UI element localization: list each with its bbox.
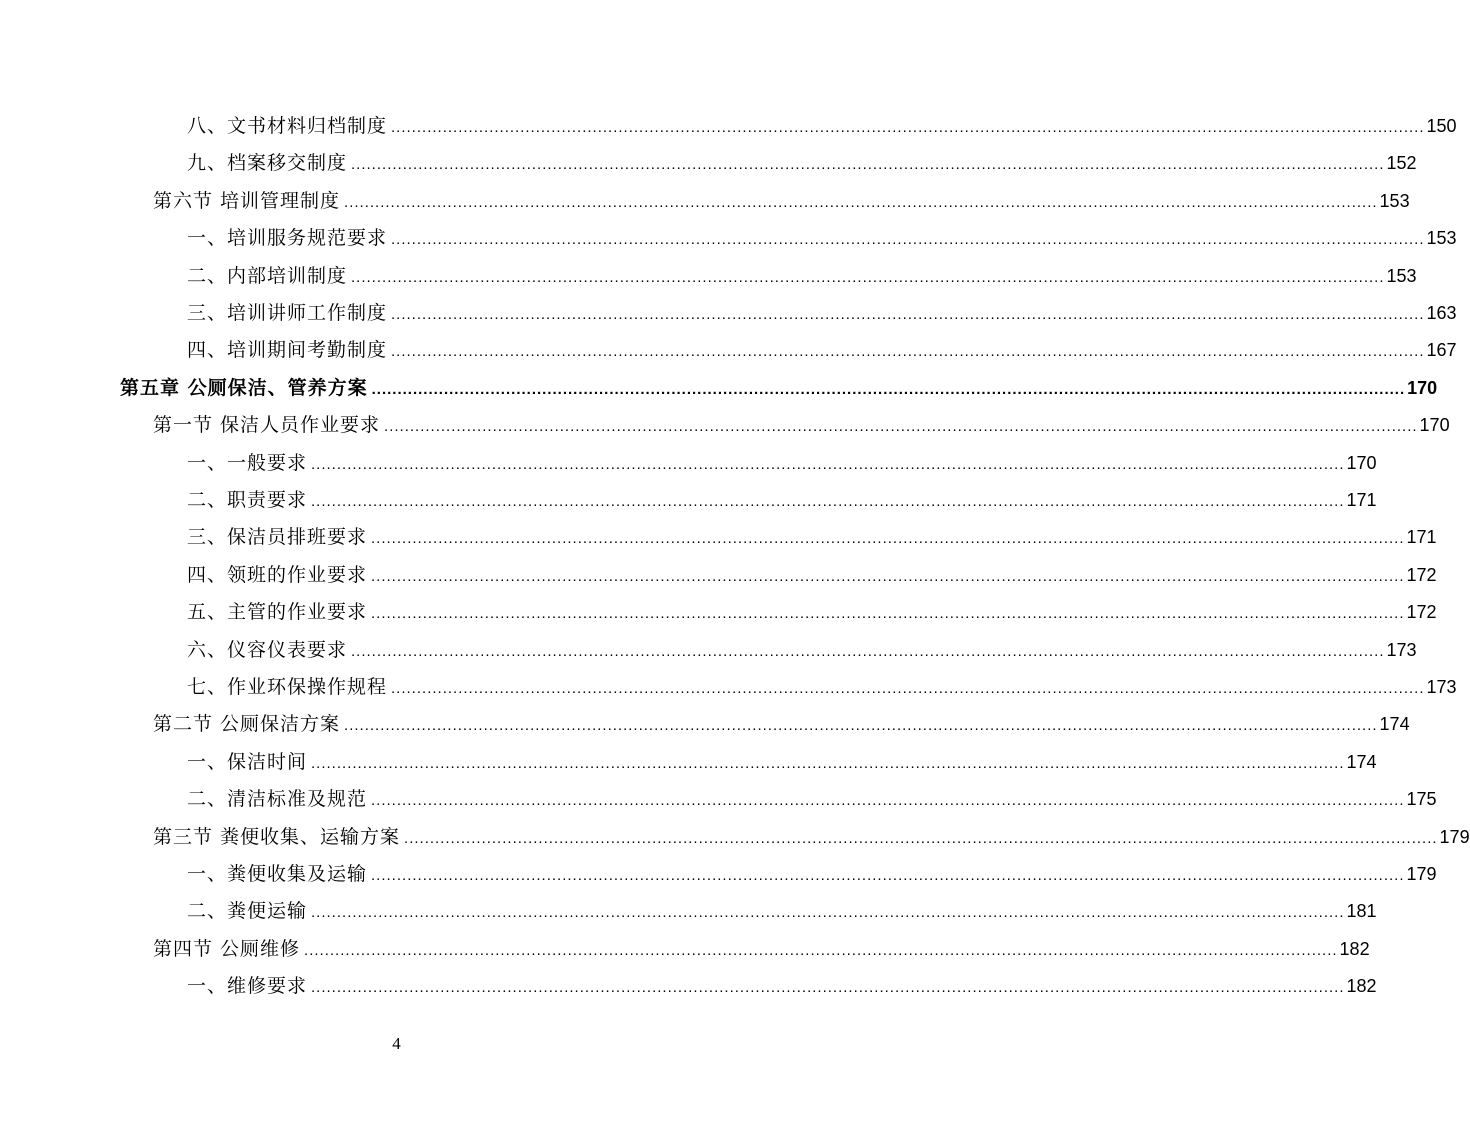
toc-entry-page: 153: [1386, 265, 1417, 286]
toc-entry-page: 182: [1339, 938, 1370, 959]
toc-dot-leader: ........................................................................................................................................................................................................: [371, 605, 1405, 623]
toc-entry-title: 一、粪便收集及运输: [187, 863, 368, 885]
toc-dot-leader: ........................................................................................................................................................................................................: [404, 829, 1438, 847]
toc-entry-title: 三、保洁员排班要求: [187, 526, 368, 549]
toc-entry-page: 150: [1426, 116, 1457, 136]
toc-entry-title: 第三节 粪便收集、运输方案: [153, 825, 401, 848]
page-number: 4: [392, 1034, 401, 1053]
toc-item-entry[interactable]: [187, 885, 1377, 923]
toc-item-entry[interactable]: [187, 960, 1377, 998]
toc-item-entry[interactable]: [187, 324, 1457, 362]
toc-item-entry[interactable]: [187, 474, 1377, 511]
toc-dot-leader: ........................................................................................................................................................................................................: [311, 754, 1345, 772]
toc-dot-leader: ........................................................................................................................................................................................................: [351, 642, 1385, 660]
toc-item-entry[interactable]: [187, 287, 1457, 324]
toc-item-entry[interactable]: [187, 736, 1377, 773]
toc-chapter-entry[interactable]: [120, 362, 1438, 399]
toc-entry-title: 三、培训讲师工作制度: [187, 302, 388, 324]
toc-entry-title: 一、培训服务规范要求: [187, 227, 388, 250]
toc-item-entry[interactable]: [187, 100, 1457, 137]
toc-section-entry[interactable]: [153, 175, 1410, 212]
toc-entry-page: 172: [1406, 564, 1437, 585]
toc-entry-page: 170: [1407, 377, 1438, 398]
toc-dot-leader: ........................................................................................................................................................................................................: [344, 193, 1378, 211]
toc-entry-page: 170: [1346, 452, 1377, 473]
toc-entry-page: 153: [1426, 228, 1457, 249]
toc-entry-title: 四、培训期间考勤制度: [187, 339, 388, 362]
toc-dot-leader: ........................................................................................................................................................................................................: [311, 979, 1345, 997]
toc-entry-title: 二、内部培训制度: [187, 264, 348, 287]
toc-item-entry[interactable]: [187, 586, 1437, 624]
toc-entry-title: 第六节 培训管理制度: [153, 189, 341, 212]
toc-entry-page: 179: [1439, 826, 1470, 847]
toc-entry-title: 一、维修要求: [187, 975, 308, 998]
toc-entry-page: 182: [1346, 976, 1377, 997]
toc-entry-title: 二、粪便运输: [187, 900, 308, 923]
toc-item-entry[interactable]: [187, 437, 1377, 474]
toc-entry-page: 171: [1346, 490, 1377, 510]
toc-entry-title: 五、主管的作业要求: [187, 601, 368, 624]
toc-dot-leader: ........................................................................................................................................................................................................: [311, 493, 1345, 510]
toc-dot-leader: ........................................................................................................................................................................................................: [371, 867, 1405, 884]
toc-entry-title: 七、作业环保操作规程: [187, 676, 388, 698]
toc-entry-title: 第五章 公厕保洁、管养方案: [120, 376, 368, 399]
toc-section-entry[interactable]: [153, 399, 1450, 437]
toc-section-entry[interactable]: [153, 923, 1370, 960]
toc-entry-title: 六、仪容仪表要求: [187, 638, 348, 661]
toc-item-entry[interactable]: [187, 250, 1417, 287]
toc-dot-leader: ........................................................................................................................................................................................................: [351, 268, 1385, 286]
toc-entry-title: 二、清洁标准及规范: [187, 788, 368, 811]
toc-item-entry[interactable]: [187, 624, 1417, 661]
toc-entry-title: 第一节 保洁人员作业要求: [153, 414, 381, 437]
toc-entry-page: 163: [1426, 303, 1457, 323]
toc-entry-page: 181: [1346, 901, 1377, 922]
toc-entry-page: 152: [1386, 153, 1417, 174]
toc-dot-leader: ........................................................................................................................................................................................................: [391, 343, 1425, 361]
toc-item-entry[interactable]: [187, 848, 1437, 885]
toc-entry-title: 一、保洁时间: [187, 750, 308, 773]
toc-dot-leader: ........................................................................................................................................................................................................: [344, 717, 1378, 735]
toc-dot-leader: ........................................................................................................................................................................................................: [371, 792, 1405, 810]
toc-item-entry[interactable]: [187, 137, 1417, 175]
toc-entry-page: 172: [1406, 602, 1437, 623]
toc-item-entry[interactable]: [187, 549, 1437, 586]
toc-entry-title: 九、档案移交制度: [187, 152, 348, 175]
toc-item-entry[interactable]: [187, 511, 1437, 549]
toc-entry-title: 第二节 公厕保洁方案: [153, 713, 341, 736]
toc-dot-leader: ........................................................................................................................................................................................................: [391, 306, 1425, 323]
toc-dot-leader: ........................................................................................................................................................................................................: [304, 941, 1338, 959]
toc-dot-leader: ........................................................................................................................................................................................................: [391, 231, 1425, 249]
toc-dot-leader: ........................................................................................................................................................................................................: [391, 680, 1425, 697]
toc-section-entry[interactable]: [153, 698, 1410, 736]
toc-entry-page: 174: [1379, 714, 1410, 735]
toc-item-entry[interactable]: [187, 212, 1457, 250]
toc-dot-leader: ........................................................................................................................................................................................................: [371, 567, 1405, 585]
toc-dot-leader: ........................................................................................................................................................................................................: [384, 418, 1418, 436]
toc-entry-title: 四、领班的作业要求: [187, 563, 368, 586]
toc-item-entry[interactable]: [187, 661, 1457, 698]
toc-item-entry[interactable]: [187, 773, 1437, 811]
toc-entry-title: 第四节 公厕维修: [153, 937, 301, 960]
toc-dot-leader: ........................................................................................................................................................................................................: [371, 530, 1405, 548]
toc-entry-page: 173: [1386, 639, 1417, 660]
toc-entry-title: 八、文书材料归档制度: [187, 115, 388, 137]
toc-entry-page: 175: [1406, 789, 1437, 810]
toc-entry-title: 二、职责要求: [187, 489, 308, 511]
toc-entry-page: 170: [1419, 415, 1450, 436]
toc-entry-page: 174: [1346, 751, 1377, 772]
toc-entry-title: 一、一般要求: [187, 451, 308, 474]
toc-dot-leader: ........................................................................................................................................................................................................: [391, 119, 1425, 136]
toc-entry-page: 167: [1426, 340, 1457, 361]
toc-dot-leader: ........................................................................................................................................................................................................: [311, 455, 1345, 473]
toc-entry-page: 171: [1406, 527, 1437, 548]
toc-dot-leader: ........................................................................................................................................................................................................: [371, 380, 1406, 398]
toc-section-entry[interactable]: [153, 811, 1470, 848]
toc-entry-page: 153: [1379, 190, 1410, 211]
toc-entry-page: 173: [1426, 677, 1457, 697]
toc-dot-leader: ........................................................................................................................................................................................................: [351, 156, 1385, 174]
toc-dot-leader: ........................................................................................................................................................................................................: [311, 904, 1345, 922]
toc-entry-page: 179: [1406, 864, 1437, 884]
